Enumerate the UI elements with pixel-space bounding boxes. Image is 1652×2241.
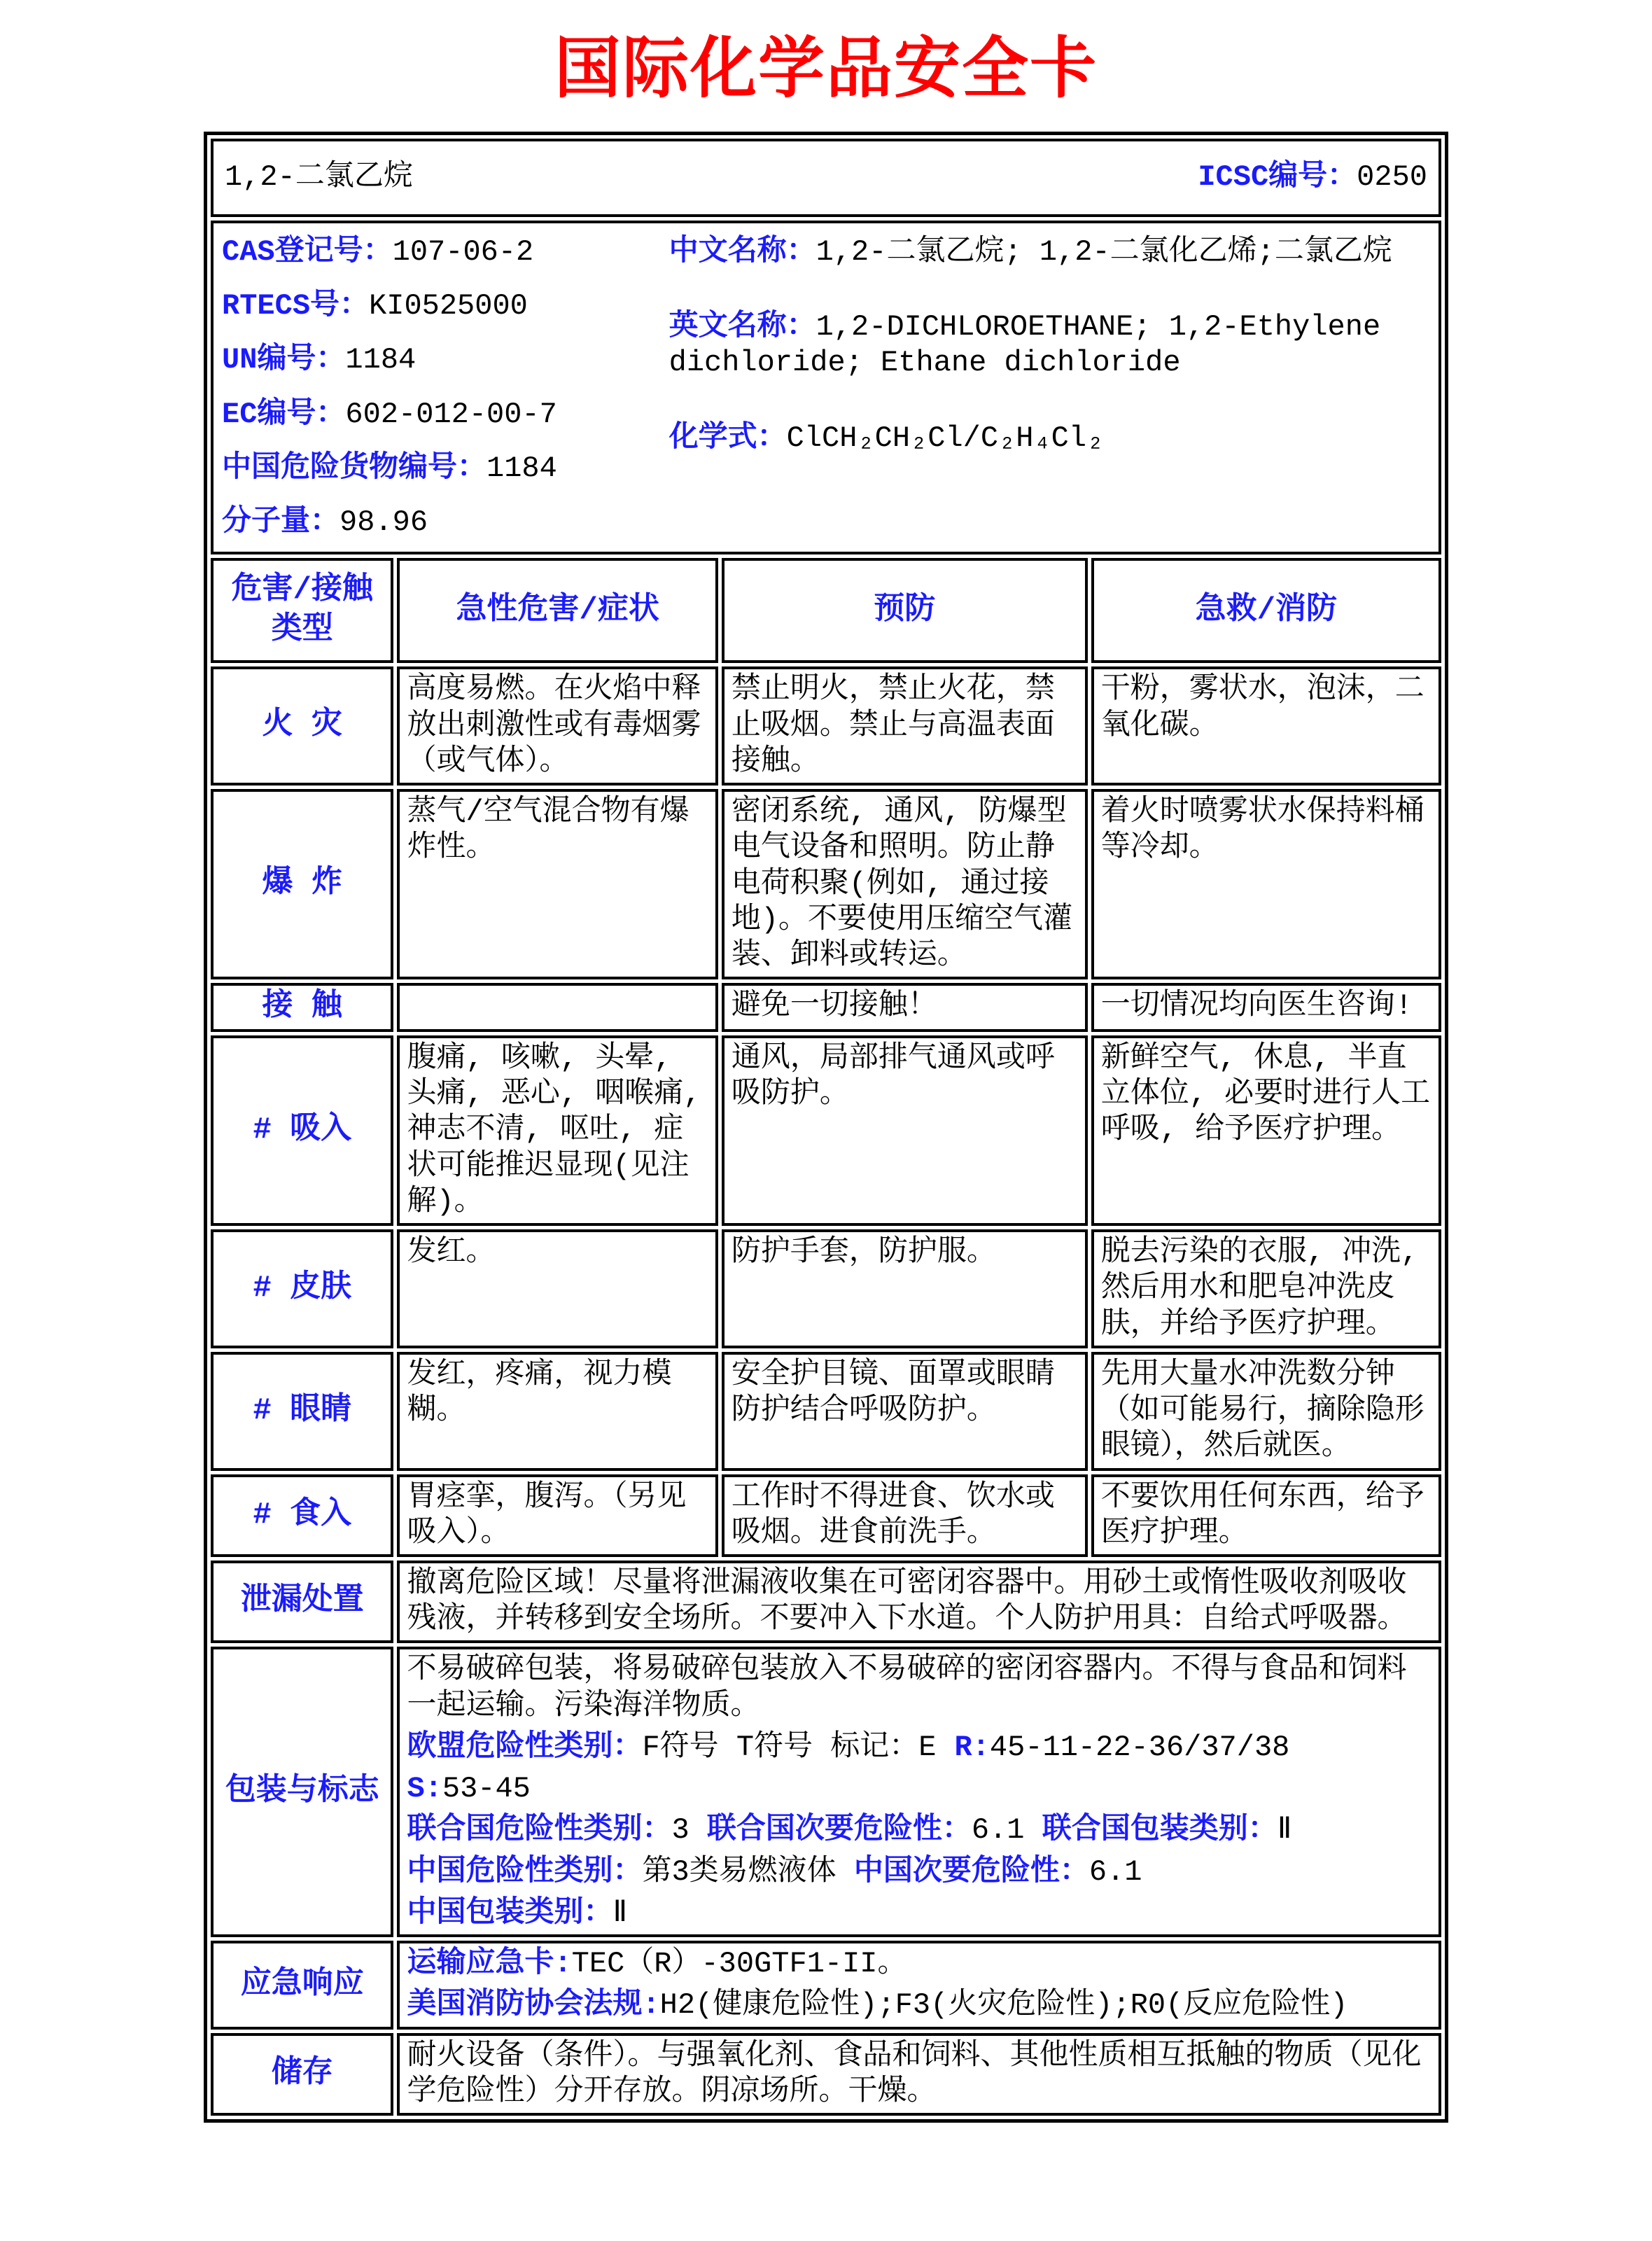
un-number-value: 1184 xyxy=(345,343,416,377)
cas-number-value: 107-06-2 xyxy=(392,235,534,269)
chemical-formula-label: 化学式： xyxy=(668,421,787,455)
icsc-number-value: 0250 xyxy=(1357,160,1427,195)
s-phrases-label: S: xyxy=(407,1772,442,1806)
storage-label: 储存 xyxy=(211,2033,393,2116)
cn-packing-group-line xyxy=(407,1896,1432,1932)
storage-text-cell: 耐火设备（条件）。与强氧化剂、食品和饲料、其他性质相互抵触的物质（见化学危险性）分开存放。阴凉场所。干燥。 xyxy=(397,2033,1441,2116)
icsc-number xyxy=(1198,160,1427,195)
r-phrases-value: 45-11-22-36/37/38 xyxy=(989,1730,1290,1764)
chinese-name xyxy=(669,235,1430,270)
fire-first-aid-cell: 干粉，雾状水，泡沫，二氧化碳。 xyxy=(1091,666,1441,786)
molecular-weight xyxy=(222,505,669,540)
chinese-name-label: 中文名称： xyxy=(668,235,816,269)
tec-card-value: TEC（R）-30GTF1-II。 xyxy=(571,1947,907,1981)
inhalation-row xyxy=(211,1035,1441,1226)
cn-subsidiary-risk-label: 中国次要危险性： xyxy=(853,1855,1089,1889)
rtecs-number-label: RTECS号： xyxy=(222,289,370,323)
tec-card-label: 运输应急卡: xyxy=(407,1947,572,1981)
s-phrases-line xyxy=(407,1771,1432,1807)
cn-hazard-class-label: 中国危险性类别： xyxy=(407,1855,643,1889)
cn-packing-group-value: Ⅱ xyxy=(612,1896,628,1930)
header-acute-symptoms: 急性危害/症状 xyxy=(397,558,718,663)
rtecs-number-value: KI0525000 xyxy=(369,289,528,323)
ec-number-label: EC编号： xyxy=(222,397,346,431)
header-hazard-type: 危害/接触类型 xyxy=(211,558,393,663)
chemical-formula xyxy=(669,421,1430,456)
spillage-text-cell: 撤离危险区域！尽量将泄漏液收集在可密闭容器中。用砂土或惰性吸收剂吸收残液，并转移到安全场所。不要冲入下水道。个人防护用具：自给式呼吸器。 xyxy=(397,1561,1441,1643)
cn-dangerous-goods-number xyxy=(222,451,669,487)
explosion-symptoms-cell: 蒸气/空气混合物有爆炸性。 xyxy=(397,789,718,979)
packaging-label: 包装与标志 xyxy=(211,1647,393,1937)
fire-prevention-cell: 禁止明火，禁止火花，禁止吸烟。禁止与高温表面接触。 xyxy=(722,666,1088,786)
un-number-label: UN编号： xyxy=(222,343,346,377)
un-subsidiary-risk-label: 联合国次要危险性： xyxy=(706,1813,972,1848)
eu-hazard-class-value: F符号 T符号 标记：E xyxy=(642,1730,937,1764)
icsc-number-label: ICSC编号： xyxy=(1198,160,1357,195)
identifiers-cell xyxy=(211,221,1441,554)
un-classification-line xyxy=(407,1813,1432,1848)
nfpa-label: 美国消防协会法规: xyxy=(407,1988,660,2023)
explosion-row xyxy=(211,789,1441,979)
eu-hazard-class-line xyxy=(407,1730,1432,1766)
cn-dangerous-goods-number-label: 中国危险货物编号： xyxy=(222,451,487,485)
inhalation-symptoms-cell: 腹痛, 咳嗽, 头晕, 头痛, 恶心, 咽喉痛, 神志不清, 呕吐, 症状可能推迟显现(见注解)。 xyxy=(397,1035,718,1226)
cas-number-label: CAS登记号： xyxy=(222,235,393,269)
un-hazard-class-label: 联合国危险性类别： xyxy=(407,1813,672,1848)
packaging-general-line xyxy=(407,1652,1432,1724)
english-name-label: 英文名称： xyxy=(668,310,816,344)
identifiers-right-column xyxy=(669,235,1430,540)
eyes-symptoms-cell: 发红，疼痛，视力模糊。 xyxy=(397,1352,718,1471)
emergency-content-cell xyxy=(397,1941,1441,2029)
ingestion-symptoms-cell: 胃痉挛，腹泻。（另见吸入）。 xyxy=(397,1474,718,1557)
explosion-first-aid-cell: 着火时喷雾状水保持料桶等冷却。 xyxy=(1091,789,1441,979)
packaging-general-text: 不易破碎包装，将易破碎包装放入不易破碎的密闭容器内。不得与食品和饲料一起运输。污染海洋物质。 xyxy=(407,1653,1407,1723)
r-phrases-label: R: xyxy=(954,1730,990,1764)
ec-number-value: 602-012-00-7 xyxy=(345,397,557,431)
eu-hazard-class-label: 欧盟危险性类别： xyxy=(407,1730,643,1764)
spillage-row xyxy=(211,1561,1441,1643)
page-title: 国际化学品安全卡 xyxy=(554,29,1098,107)
cn-dangerous-goods-number-value: 1184 xyxy=(486,451,557,485)
explosion-label: 爆 炸 xyxy=(211,789,393,979)
tec-card-line xyxy=(407,1946,1432,1982)
header-prevention: 预防 xyxy=(722,558,1088,663)
hazard-header-row xyxy=(211,558,1441,663)
substance-header-cell xyxy=(211,139,1441,217)
un-packing-group-label: 联合国包装类别： xyxy=(1042,1813,1278,1848)
ingestion-label: # 食入 xyxy=(211,1474,393,1557)
exposure-prevention-cell: 避免一切接触！ xyxy=(722,983,1088,1032)
spillage-label: 泄漏处置 xyxy=(211,1561,393,1643)
nfpa-value: H2(健康危险性);F3(火灾危险性);R0(反应危险性) xyxy=(659,1988,1348,2023)
explosion-prevention-cell: 密闭系统, 通风, 防爆型电气设备和照明。防止静电荷积聚(例如, 通过接地)。不要使用压缩空气灌装、卸料或转运。 xyxy=(722,789,1088,979)
cn-classification-line xyxy=(407,1855,1432,1890)
exposure-row xyxy=(211,983,1441,1032)
eyes-prevention-cell: 安全护目镜、面罩或眼睛防护结合呼吸防护。 xyxy=(722,1352,1088,1471)
exposure-symptoms-cell xyxy=(397,983,718,1032)
ingestion-prevention-cell: 工作时不得进食、饮水或吸烟。进食前洗手。 xyxy=(722,1474,1088,1557)
substance-name: 1,2-二氯乙烷 xyxy=(225,160,413,195)
skin-first-aid-cell: 脱去污染的衣服, 冲洗, 然后用水和肥皂冲洗皮肤，并给予医疗护理。 xyxy=(1091,1229,1441,1348)
exposure-label: 接 触 xyxy=(211,983,393,1032)
s-phrases-value: 53-45 xyxy=(442,1772,531,1806)
emergency-row xyxy=(211,1941,1441,2029)
ingestion-first-aid-cell: 不要饮用任何东西，给予医疗护理。 xyxy=(1091,1474,1441,1557)
skin-symptoms-cell: 发红。 xyxy=(397,1229,718,1348)
storage-row xyxy=(211,2033,1441,2116)
substance-header-row xyxy=(211,139,1441,217)
fire-symptoms-cell: 高度易燃。在火焰中释放出刺激性或有毒烟雾（或气体）。 xyxy=(397,666,718,786)
molecular-weight-value: 98.96 xyxy=(340,505,428,540)
eyes-row xyxy=(211,1352,1441,1471)
identifiers-left-column xyxy=(222,235,669,540)
chemical-formula-value: ClCH₂CH₂Cl/C₂H₄Cl₂ xyxy=(786,421,1105,455)
cas-number xyxy=(222,235,669,270)
fire-row xyxy=(211,666,1441,786)
fire-label: 火 灾 xyxy=(211,666,393,786)
skin-row xyxy=(211,1229,1441,1348)
english-name-value: 1,2-DICHLOROETHANE; 1,2-Ethylene dichloride; Ethane dichloride xyxy=(668,310,1381,380)
un-number xyxy=(222,342,669,378)
un-subsidiary-risk-value: 6.1 xyxy=(971,1813,1042,1848)
eyes-first-aid-cell: 先用大量水冲洗数分钟（如可能易行，摘除隐形眼镜），然后就医。 xyxy=(1091,1352,1441,1471)
skin-label: # 皮肤 xyxy=(211,1229,393,1348)
ec-number xyxy=(222,397,669,433)
nfpa-line xyxy=(407,1988,1432,2023)
cn-subsidiary-risk-value: 6.1 xyxy=(1088,1855,1142,1889)
inhalation-prevention-cell: 通风，局部排气通风或呼吸防护。 xyxy=(722,1035,1088,1226)
packaging-row xyxy=(211,1647,1441,1937)
icsc-card-table xyxy=(204,132,1448,2123)
header-first-aid: 急救/消防 xyxy=(1091,558,1441,663)
ingestion-row xyxy=(211,1474,1441,1557)
identifiers-row xyxy=(211,221,1441,554)
english-name xyxy=(669,309,1430,381)
packaging-content-cell xyxy=(397,1647,1441,1937)
cn-hazard-class-value: 第3类易燃液体 xyxy=(642,1855,854,1889)
un-packing-group-value: Ⅱ xyxy=(1277,1813,1292,1848)
inhalation-label: # 吸入 xyxy=(211,1035,393,1226)
rtecs-number xyxy=(222,288,669,324)
emergency-label: 应急响应 xyxy=(211,1941,393,2029)
skin-prevention-cell: 防护手套，防护服。 xyxy=(722,1229,1088,1348)
inhalation-first-aid-cell: 新鲜空气, 休息, 半直立体位, 必要时进行人工呼吸, 给予医疗护理。 xyxy=(1091,1035,1441,1226)
exposure-first-aid-cell: 一切情况均向医生咨询! xyxy=(1091,983,1441,1032)
eyes-label: # 眼睛 xyxy=(211,1352,393,1471)
chinese-name-value: 1,2-二氯乙烷; 1,2-二氯化乙烯;二氯乙烷 xyxy=(816,235,1392,269)
un-hazard-class-value: 3 xyxy=(671,1813,707,1848)
molecular-weight-label: 分子量： xyxy=(222,505,340,540)
cn-packing-group-label: 中国包装类别： xyxy=(407,1896,613,1930)
